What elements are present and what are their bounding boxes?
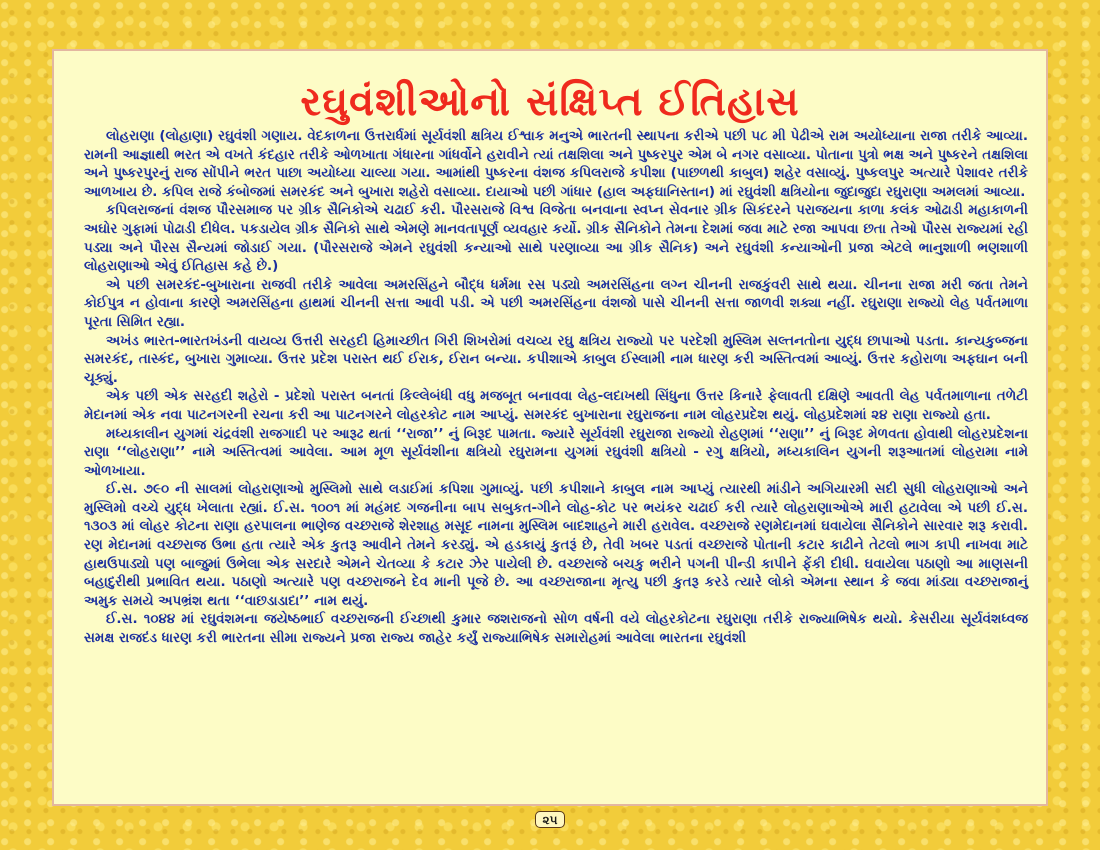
page-title: રઘુવંશીઓનો સંક્ષિપ્ત ઈતિહાસ [300, 79, 800, 125]
paragraph: એક પછી એક સરહદી શહેરો - પ્રદેશો પરાસ્ત બનતાં કિલ્લેબંધી વધુ મજબૂત બનાવવા લેહ-લદાખથી સિંધુના ઉત્તર કિનારે ફેલાવતી દક્ષિણે આવતી લેહ પર્વતમાળાના તળેટી મેદાનમાં એક નવા પાટનગરની રચના કરી આ પાટનગરને લોહરકોટ નામ આપ્યું. સમરકંદ બુખારાના રઘુરાજના નામ લોહરપ્રદેશ થયું. લોહપ્રદેશમાં ૨૪ રાણા રાજ્યો હતા. [84, 388, 1028, 423]
paragraph: ઈ.સ. ૭૯૦ ની સાલમાં લોહરાણાઓ મુસ્લિમો સાથે લડાઈમાં કપિશા ગુમાવ્યું. પછી કપીશાને કાબુલ નામ આપ્યું ત્યારથી માંડીને અગિયારમી સદી સુધી લોહરાણાઓ અને મુસ્લિમો વચ્ચે યુદ્ધ ખેલાતા રહ્યાં. ઈ.સ. ૧૦૦૧ માં મહંમદ ગજનીના બાપ સબુકત-ગીને લોહ-કોટ પર ભયંકર ચઢાઈ કરી ત્યારે લોહરાણાઓએ મારી હટાવેલા એ પછી ઈ.સ. ૧૩૦૩ માં લોહર કોટના રાણા હરપાલના ભાણેજ વચ્છરાજે શેરશાહ મસૂદ નામના મુસ્લિમ બાદશાહને મારી હરાવેલ. વચ્છરાજે રણમેદાનમાં ઘવાયેલા સૈનિકોને સારવાર શરૂ કરાવી. રણ મેદાનમાં વચ્છરાજ ઉભા હતા ત્યારે એક કુતરૂ આવીને તેમને કરડ્યું. એ હડકાયું કુતરૂં છે, તેવી ખબર પડતાં વચ્છરાજે પોતાની કટાર કાઢીને તેટલો ભાગ કાપી નાખવા માટે હાથઉપાડ્યો પણ બાજુમાં ઉભેલા એક સરદારે એમને ચેતવ્યા કે કટાર ઝેર પાયેલી છે. વચ્છરાજે બચકુ ભરીને પગની પીન્ડી કાપીને ફેંકી દીધી. ઘવાયેલા પઠાણો આ માણસની બહાદુરીથી પ્રભાવિત થયા. પઠાણો અત્યારે પણ વચ્છરાજને દેવ માની પૂજે છે. આ વચ્છરાજાના મૃત્યુ પછી કુતરૂ કરડે ત્યારે લોકો એમના સ્થાન કે જવા માંડ્યા વચ્છરાજાનું અમુક સમયે અપભ્રંશ થતા ‘‘વાછડાડાદા’’ નામ થયું. [84, 481, 1028, 609]
paragraph: કપિલરાજનાં વંશજ પૌરસમાજ પર ગ્રીક સૈનિકોએ ચઢાઈ કરી. પૌરસરાજે વિશ્વ વિજેતા બનવાના સ્વપ્ન સેવનાર ગ્રીક સિકંદરને પરાજયના કાળા કલંક ઓઢાડી મહાકાળની અઘોર ગુફામાં પોઢાડી દીધેલ. પકડાયેલ ગ્રીક સૈનિકો સાથે એમણે માનવતાપૂર્ણ વ્યવહાર કર્યો. ગ્રીક સૈનિકોને તેમના દેશમાં જવા માટે રજા આપવા છતા તેઓ પૌરસ રાજ્યમાં રહી પડ્યા અને પૌરસ સૈન્યમાં જોડાઈ ગયા. (પૌરસરાજે એમને રઘુવંશી કન્યાઓ સાથે પરણાવ્યા આ ગ્રીક સૈનિક) અને રઘુવંશી કન્યાઓની પ્રજા એટલે ભાનુશાળી ભણશાળી લોહરાણાઓ એવું ઈતિહાસ કહે છે.) [84, 202, 1028, 275]
paragraph: અખંડ ભારત-ભારતખંડની વાયવ્ય ઉત્તરી સરહદી હિમાચ્છીત ગિરી શિખરોમાં વચવ્ય રઘુ ક્ષત્રિય રાજ્યો પર પરદેશી મુસ્લિમ સલ્તનતોના યુદ્ધ છાપાઓ પડતા. કાન્યકુબ્જના સમરકંદ, તાસ્કંદ, બુખારા ગુમાવ્યા. ઉત્તર પ્રદેશ પરાસ્ત થઈ ઈરાક, ઈરાન બન્યા. કપીશાએ કાબુલ ઈસ્લામી નામ ધારણ કરી અસ્તિત્વમાં આવ્યું. ઉત્તર કહોરાળા અફઘાન બની ચૂક્યું. [84, 332, 1028, 386]
page-number-badge: ૨૫ [535, 811, 565, 828]
paragraph: લોહરાણા (લોહાણા) રઘુવંશી ગણાય. વેદકાળના ઉત્તરાર્ધમાં સૂર્યવંશી ક્ષત્રિય ઈશ્વાક મનુએ ભારતની સ્થાપના કરીએ પછી ૫૮ મી પેઢીએ રામ અયોધ્યાના રાજા તરીકે આવ્યા. રામની આજ્ઞાથી ભરત એ વખતે કંદહાર તરીકે ઓળખાતા ગંધારના ગાંધર્વોને હરાવીને ત્યાં તક્ષશિલા અને પુષ્કરપુર એમ બે નગર વસાવ્યા. પોતાના પુત્રો ભક્ષ અને પુષ્કરને તક્ષશિલા અને પુષ્કરપુરનું રાજ સોંપીને ભરત પાછા અયોધ્યા ચાલ્યા ગયા. આમાંથી પુષ્કરના વંશજ કપિલરાજે કપીશા (પાછળથી કાબુલ) શહેર વસાવ્યું. પુષ્કલપુર અત્યારે પેશાવર તરીકે આળખાય છે. કપિલ રાજે કંબોજમાં સમરકંદ અને બુખારા શહેરો વસાવ્યા. દાયાઓ પછી ગાંધાર (હાલ અફઘાનિસ્તાન) માં રઘુવંશી ક્ષત્રિયોના જુદાજુદા રઘુરાણા અમલમાં આવ્યા. [84, 128, 1028, 200]
content-panel [52, 49, 1048, 806]
paragraph: ઈ.સ. ૧૦૪૪ માં રઘુવંશમના જયેષ્ઠભાઈ વચ્છરાજની ઈચ્છાથી કુમાર જશરાજનો સોળ વર્ષની વયે લોહરકોટના રઘુરાણા તરીકે રાજ્યાભિષેક થયો. કેસરીયા સૂર્યવંશધ્વજ સમક્ષ રાજદંડ ધારણ કરી ભારતના સીમા રાજ્યને પ્રજા રાજ્ય જાહેર કર્યું રાજ્યાભિષેક સમારોહમાં આવેલા ભારતના રઘુવંશી [84, 611, 1028, 647]
paragraph: મધ્યકાલીન યુગમાં ચંદ્રવંશી રાજગાદી પર આરૂઢ થતાં ‘‘રાજા’’ નું બિરૂદ પામતા. જ્યારે સૂર્યવંશી રઘુરાજા રાજ્યો રોહણમાં ‘‘રાણા’’ નું બિરૂદ મેળવતા હોવાથી લોહરપ્રદેશના રાણા ‘‘લોહરાણા’’ નામે અસ્તિત્વમાં આવેલા. આમ મૂળ સૂર્યવંશીના ક્ષત્રિયો રઘુરામના યુગમાં રઘુવંશી ક્ષત્રિયો - રગુ ક્ષત્રિયો, મધ્યકાલિન યુગની શરૂઆતમાં લોહરામા નામે ઓળખાયા. [84, 425, 1028, 479]
paragraph: એ પછી સમરકંદ-બુખારાના રાજવી તરીકે આવેલા અમરસિંહને બૌદ્ધ ધર્મમા રસ પડ્યો અમરસિંહના લગ્ન ચીનની રાજકુંવરી સાથે થયા. ચીનના રાજા મરી જતા તેમને કોઈપુત્ર ન હોવાના કારણે અમરસિંહના હાથમાં ચીનની સત્તા આવી પડી. એ પછી અમરસિંહના વંશજો પાસે ચીનની સત્તા જાળવી શક્યા નહીં. રઘુરાણા રાજ્યો લેહ પર્વતમાળા પૂરતા સિમિત રહ્યા. [84, 276, 1028, 330]
article-body [84, 127, 1028, 648]
